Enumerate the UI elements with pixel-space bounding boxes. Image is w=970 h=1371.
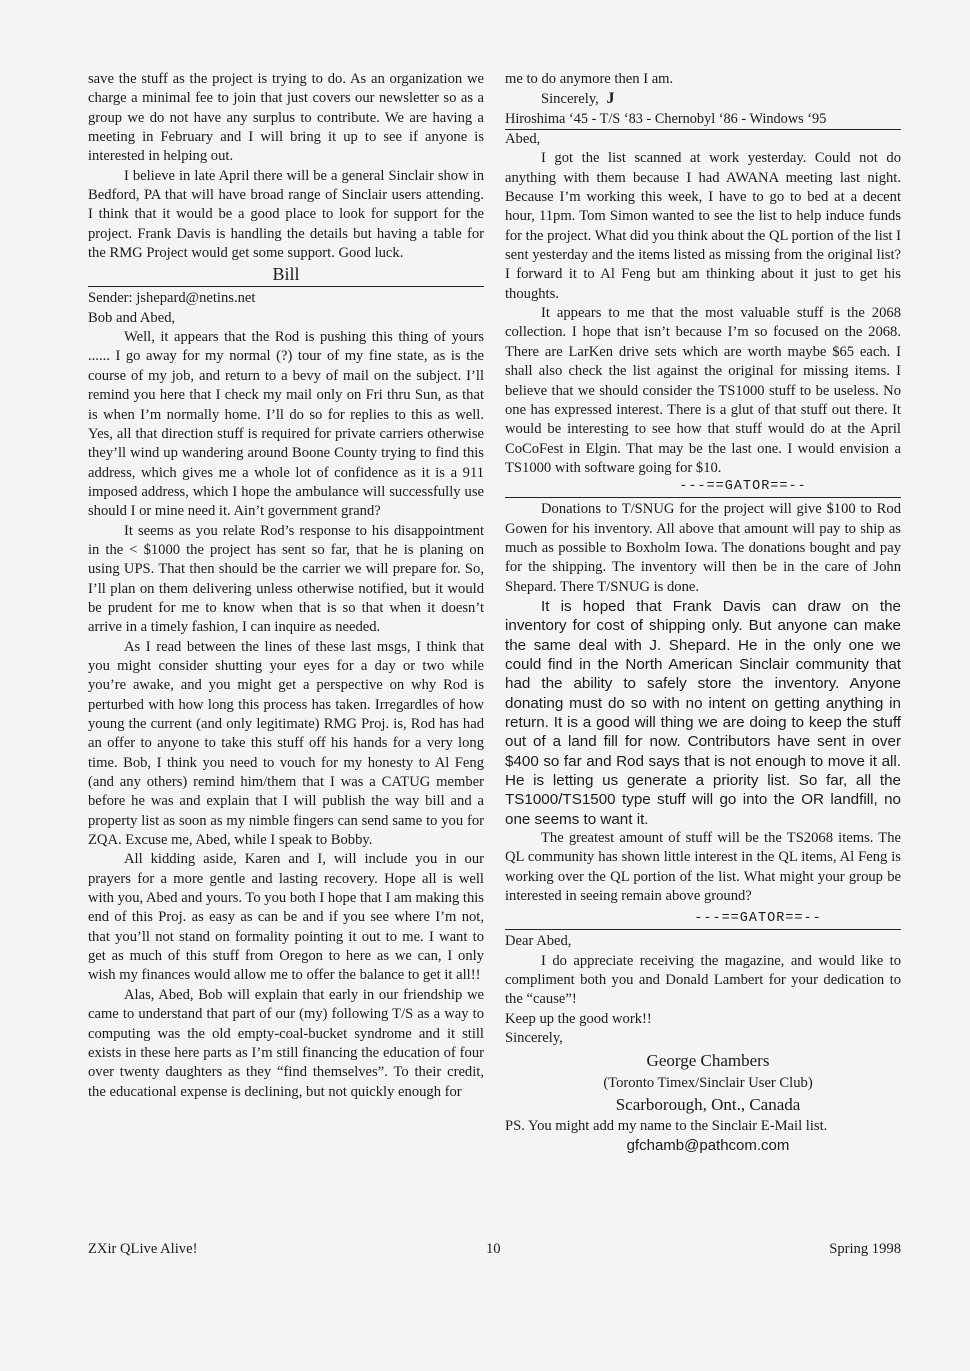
- paragraph: All kidding aside, Karen and I, will include you in our prayers for a more gentle and lasting recovery. Hope all is well with you, Abed and yours. To you both I hope that I am making this end of this Proj. as easy as can be and if you see where I’m not, that you’ll not stand on formality pointing it out to me. I want to get as much of this stuff from Oregon to here as we can, I only wish my finances would allow me to offer the balance to get it all!!: [88, 851, 484, 984]
- closing: [505, 89, 901, 109]
- divider: [505, 929, 901, 930]
- paragraph: Alas, Abed, Bob will explain that early in our friendship we came to understand that part of our (my) following T/S as a way to computing was the old empty-coal-bucket syndrome and it still exists in these here parts as I’m still financing the education of four over twenty daughters as they “find themselves”. To their credit, the educational expense is declining, but not quickly enough for: [88, 986, 484, 1100]
- author-name: George Chambers: [646, 1050, 770, 1070]
- paragraph: me to do anymore then I am.: [505, 71, 674, 87]
- paragraph: It is hoped that Frank Davis can draw on the inventory for cost of shipping only. But anyone can make the same deal with J. Shepard. He in the only one we could find in the North American Sinclair community that had the ability to safely store the inventory. Anyone donating must do so with no intent on getting anything in return. It is a good will thing we are doing to keep the stuff out of a land fill for now. Contributors have sent in over $400 so far and Rod says that is not enough to move it all. He is letting us generate a priority list. So far, all the TS1000/TS1500 type stuff will go into the OR landfill, no one seems to want it.: [505, 597, 901, 828]
- paragraph: I got the list scanned at work yesterday. Could not do anything with them because I had AWANA meeting last night. Because I’m working this week, I have to go to bed at a decent hour, 11pm. Tom Simon wanted to see the list to help induce funds for the project. What did you think about the QL portion of the list I sent yesterday and the items listed as missing from the original list? I forward it to Al Feng but am thinking about it just to get his thoughts.: [505, 150, 901, 302]
- location: Scarborough, Ont., Canada: [615, 1094, 801, 1114]
- salutation: Dear Abed,: [505, 933, 572, 950]
- tagline: Hiroshima ‘45 - T/S ‘83 - Chernobyl ‘86 - Windows ‘95: [505, 110, 901, 130]
- club-name: (Toronto Timex/Sinclair User Club): [603, 1074, 813, 1091]
- page-number: 10: [486, 1241, 501, 1257]
- paragraph: I do appreciate receiving the magazine, and would like to compliment both you and Donald Lambert for your dedication to the “cause”!: [505, 952, 901, 1008]
- paragraph: The greatest amount of stuff will be the TS2068 items. The QL community has shown little interest in the QL items, Al Feng is working over the QL portion of the list. What might your group be interested in seeing remain above ground?: [505, 830, 901, 905]
- gator-signature: ---==GATOR==--: [679, 479, 807, 495]
- left-column: [88, 70, 484, 1102]
- paragraph: It appears to me that the most valuable stuff is the 2068 collection. I hope that isn’t because I’m so focused on the 2068. There are LarKen drive sets which are worth maybe $65 each. I shall also check the list against the original for missing items. I believe that we should consider the TS1000 stuff to be useless. No one has expressed interest. There is a glut of that stuff out there. It would be interesting to see how that stuff would do at the April CoCoFest in Elgin. That may be the last one. I would envision a TS1000 with software going for $10.: [505, 305, 901, 476]
- sender-line: Sender: jshepard@netins.net: [88, 290, 256, 307]
- signature-initial: J: [606, 90, 615, 108]
- closing-text: Sincerely,: [541, 91, 599, 108]
- right-column: [505, 70, 901, 1156]
- footer-publication: ZXir QLive Alive!: [88, 1241, 198, 1257]
- postscript: PS. You might add my name to the Sinclair E-Mail list.: [505, 1117, 828, 1134]
- paragraph: As I read between the lines of these last msgs, I think that you might consider shutting your eyes for a day or two while you’re awake, and you might get a perspective on why Rod is perturbed with how long this process has taken. Irregardles of how young the current (and only legitimate) RMG Proj. is, Rod has had an offer to anyone to take this stuff off his hands for a very long time. Bob, I think you need to vouch for my honesty to Al Feng (and any others) remind him/them that I was a CATUG member before he was and explain that I will publish the way bill and a property list as soon as my nimble fingers can send same to you for ZQA. Excuse me, Abed, while I speak to Bobby.: [88, 638, 484, 849]
- divider: [88, 286, 484, 287]
- paragraph: save the stuff as the project is trying to do. As an organization we charge a minimal fee to join that just covers our newsletter so as a group we do not have any surplus to contribute. We are having a meeting in February and I will bring it up to see if anyone is interested in helping out.: [88, 71, 484, 165]
- paragraph: Donations to T/SNUG for the project will give $100 to Rod Gowen for his inventory. All above that amount will pay to ship as much as possible to Boxholm Iowa. The donations bought and pay for the shipping. The inventory will then be in the care of John Shepard. There T/SNUG is done.: [505, 501, 901, 595]
- paragraph: Keep up the good work!!: [505, 1010, 652, 1027]
- footer-issue: Spring 1998: [829, 1241, 901, 1257]
- paragraph: I believe in late April there will be a general Sinclair show in Bedford, PA that will have broad range of Sinclair users attending. I think that it would be a good place to look for support for the project. Frank Davis is handling the details but having a table for the RMG Project would get some support. Good luck.: [88, 167, 484, 262]
- salutation: Abed,: [505, 131, 541, 148]
- closing: Sincerely,: [505, 1030, 563, 1047]
- salutation: Bob and Abed,: [88, 309, 176, 326]
- paragraph: It seems as you relate Rod’s response to his disappointment in the < $1000 the project has sent so far, that he is planing on using UPS. That then should be the carrier we will prepare for. So, I’ll plan on them delivering unless otherwise notified, but it would be prudent for me to know when that is so that when it doesn’t arrive in a timely fashion, I can inquire as needed.: [88, 522, 484, 636]
- signature-bill: Bill: [272, 264, 300, 285]
- gator-signature: ---==GATOR==--: [694, 911, 822, 927]
- divider: [505, 497, 901, 498]
- email-address: gfchamb@pathcom.com: [626, 1136, 790, 1154]
- paragraph: Well, it appears that the Rod is pushing this thing of yours ...... I go away for my normal (?) tour of my fine state, as is the course of my job, and return to a bevy of mail on the subject. I’ll remind you here that I check my mail only on Fri thru Sun, as that is when I’m normally home. I’ll do so for replies to this as well. Yes, all that direction stuff is required for private carriers otherwise they’ll wind up wandering around Boone County trying to find this address, which gives me a whole lot of confidence as it is a 911 imposed address, which I hope the ambulance will successfully use should I or mine need it. Ain’t government grand?: [88, 329, 484, 520]
